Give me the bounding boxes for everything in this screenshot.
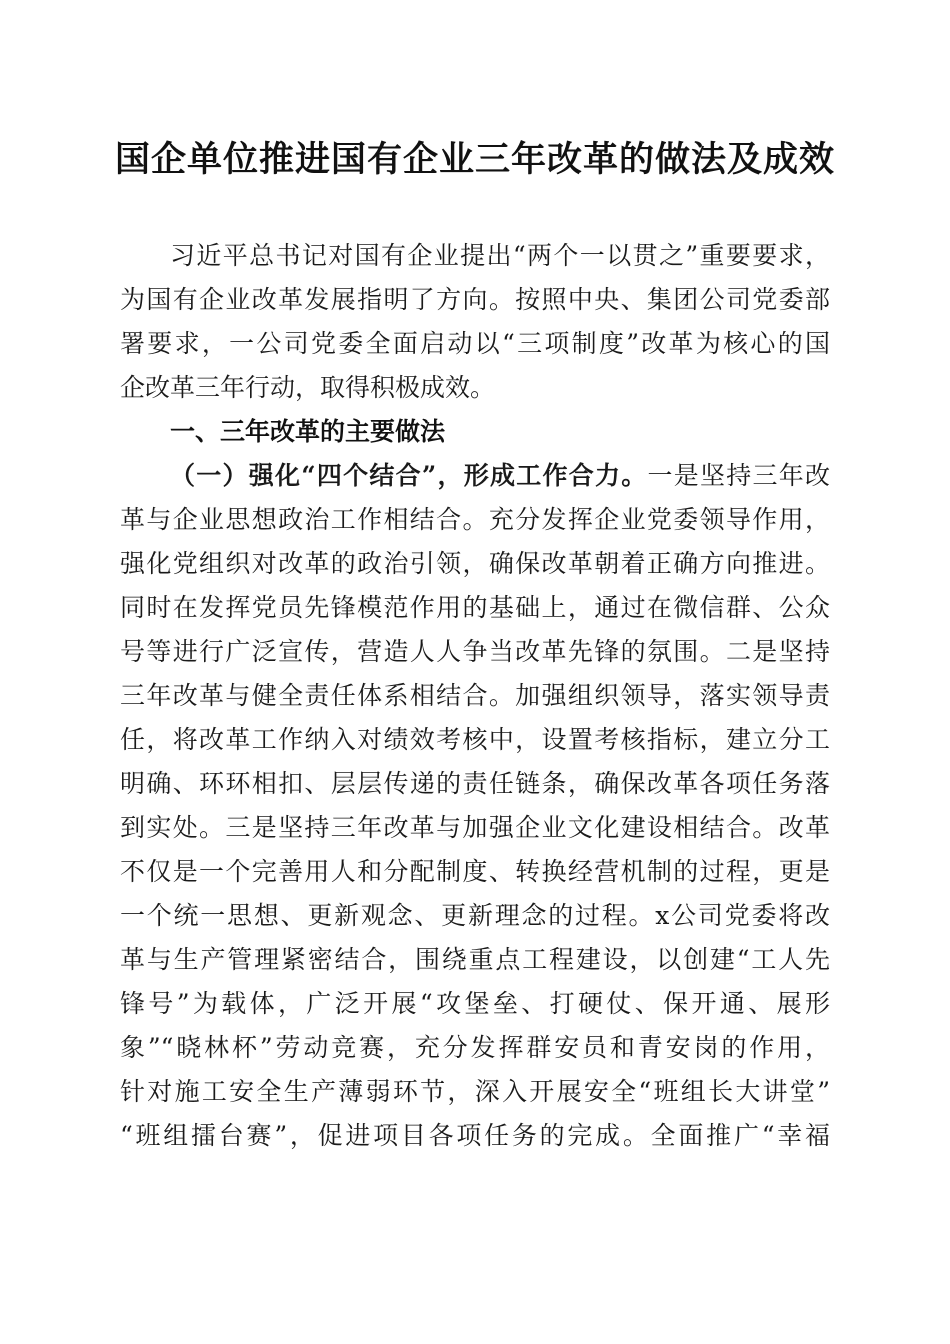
- section-heading: 一、三年改革的主要做法: [170, 417, 446, 446]
- body-line-8: 到实处。三是坚持三年改革与加强企业文化建设相结合。改革: [120, 813, 830, 842]
- paragraph-first-line-rest: 一是坚持三年改: [647, 461, 830, 490]
- body-line-6: 任，将改革工作纳入对绩效考核中，设置考核指标，建立分工: [120, 725, 830, 754]
- body-line-12: 锋号”为载体，广泛开展“攻堡垒、打硬仗、保开通、展形: [120, 989, 830, 1018]
- intro-line-3: 署要求，一公司党委全面启动以“三项制度”改革为核心的国: [120, 329, 830, 358]
- body-line-10: 一个统一思想、更新观念、更新理念的过程。x公司党委将改: [120, 901, 830, 930]
- intro-line-1: 习近平总书记对国有企业提出“两个一以贯之”重要要求，: [170, 241, 830, 270]
- body-line-2: 强化党组织对改革的政治引领，确保改革朝着正确方向推进。: [120, 549, 830, 578]
- paragraph-first-line: [170, 454, 830, 498]
- subheading: （一）强化“四个结合”，形成工作合力。: [170, 461, 648, 490]
- body-line-5: 三年改革与健全责任体系相结合。加强组织领导，落实领导责: [120, 681, 830, 710]
- body-line-13: 象”“晓林杯”劳动竞赛，充分发挥群安员和青安岗的作用，: [120, 1033, 830, 1062]
- intro-line-2: 为国有企业改革发展指明了方向。按照中央、集团公司党委部: [120, 285, 830, 314]
- body-line-15: “班组擂台赛”，促进项目各项任务的完成。全面推广“幸福: [120, 1121, 830, 1150]
- body-line-11: 革与生产管理紧密结合，围绕重点工程建设，以创建“工人先: [120, 945, 830, 974]
- body-line-1: 革与企业思想政治工作相结合。充分发挥企业党委领导作用，: [120, 505, 830, 534]
- body-line-4: 号等进行广泛宣传，营造人人争当改革先锋的氛围。二是坚持: [120, 637, 830, 666]
- document-title: 国企单位推进国有企业三年改革的做法及成效: [114, 139, 835, 180]
- intro-line-4: 企改革三年行动，取得积极成效。: [120, 373, 496, 402]
- body-line-9: 不仅是一个完善用人和分配制度、转换经营机制的过程，更是: [120, 857, 830, 886]
- body-line-14: 针对施工安全生产薄弱环节，深入开展安全“班组长大讲堂”: [120, 1077, 830, 1106]
- body-line-3: 同时在发挥党员先锋模范作用的基础上，通过在微信群、公众: [120, 593, 830, 622]
- body-line-7: 明确、环环相扣、层层传递的责任链条，确保改革各项任务落: [120, 769, 830, 798]
